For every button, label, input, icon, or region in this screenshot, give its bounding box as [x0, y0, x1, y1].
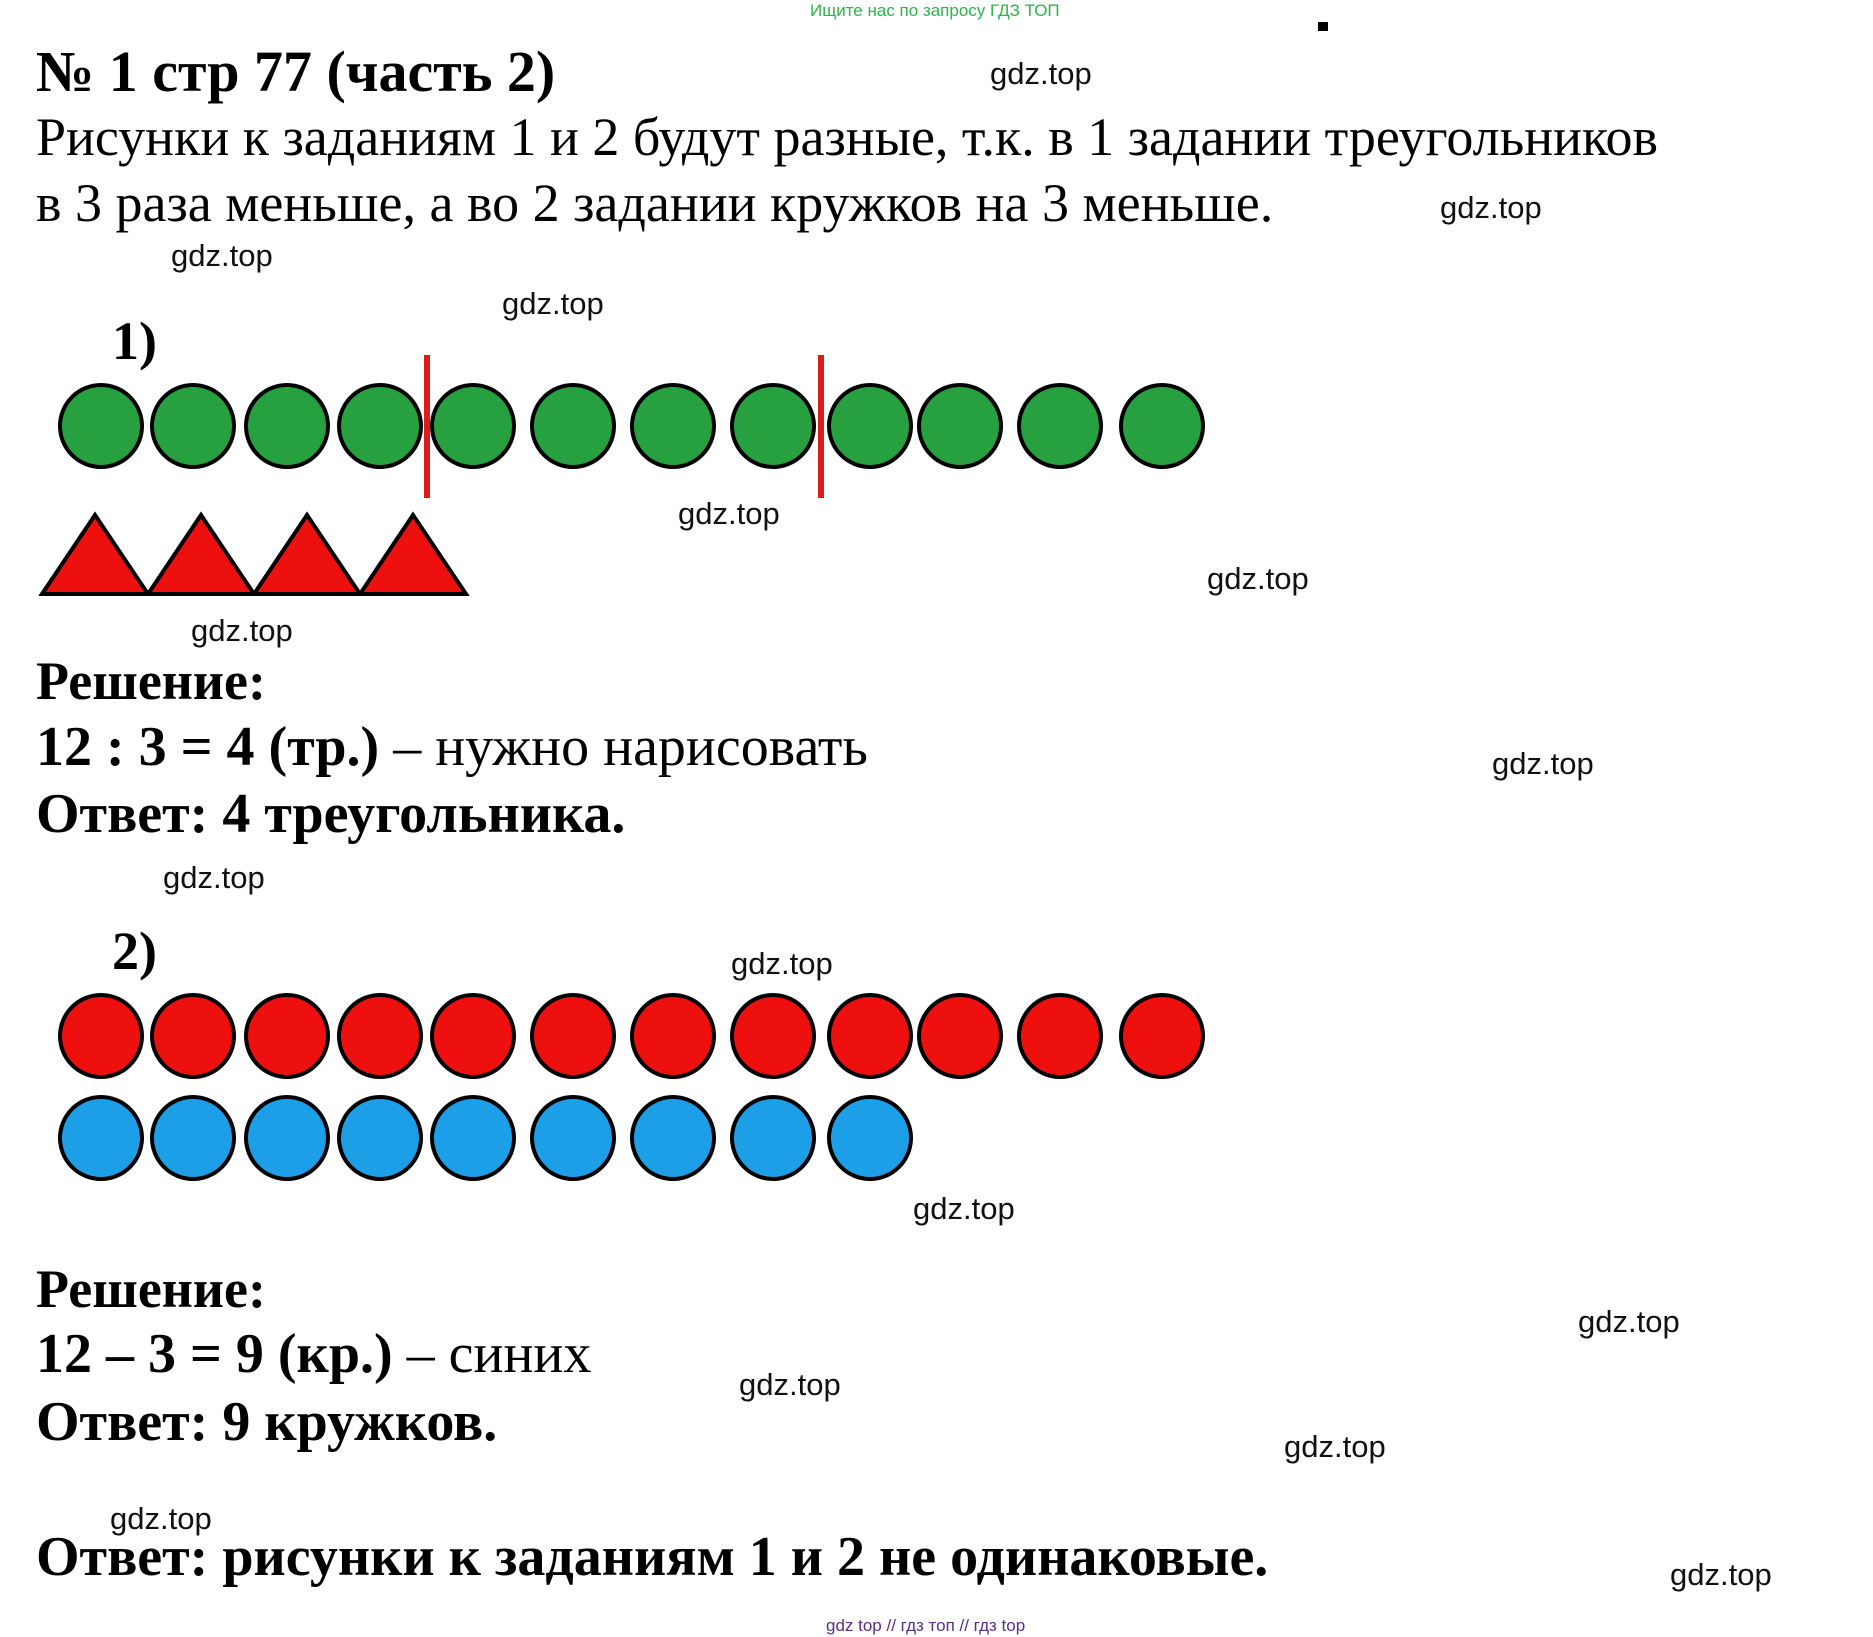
- red-circle: [339, 995, 421, 1077]
- green-circle: [732, 385, 814, 467]
- watermark: gdz.top: [1670, 1557, 1772, 1592]
- red-circle: [919, 995, 1001, 1077]
- task1-calc-bold: 12 : 3 = 4 (тр.): [36, 716, 380, 778]
- task2-answer: Ответ: 9 кружков.: [36, 1391, 498, 1453]
- blue-circle: [246, 1097, 328, 1179]
- watermark: gdz.top: [191, 613, 293, 648]
- task1-solution-heading: Решение:: [36, 651, 266, 711]
- green-circle: [919, 385, 1001, 467]
- task2-red-circles: [60, 995, 1203, 1077]
- red-circle: [152, 995, 234, 1077]
- task2-solution-heading: Решение:: [36, 1259, 266, 1319]
- task1-answer: Ответ: 4 треугольника.: [36, 783, 626, 845]
- green-circle: [246, 385, 328, 467]
- watermark: gdz.top: [163, 860, 265, 895]
- blue-circle: [60, 1097, 142, 1179]
- search-banner[interactable]: Ищите нас по запросу ГДЗ ТОП: [810, 1, 1060, 20]
- blue-circle: [632, 1097, 714, 1179]
- green-circle: [432, 385, 514, 467]
- green-circle: [1019, 385, 1101, 467]
- red-triangle: [360, 515, 466, 594]
- watermark: gdz.top: [110, 1501, 212, 1536]
- red-circle: [432, 995, 514, 1077]
- blue-circle: [829, 1097, 911, 1179]
- red-triangle: [254, 515, 360, 594]
- watermark: gdz.top: [913, 1191, 1015, 1226]
- watermark: gdz.top: [731, 946, 833, 981]
- task2-label: 2): [112, 921, 157, 981]
- green-circle: [532, 385, 614, 467]
- task1-triangles: [42, 515, 466, 594]
- watermark: gdz.top: [1440, 190, 1542, 225]
- blue-circle: [732, 1097, 814, 1179]
- watermark: gdz.top: [502, 286, 604, 321]
- green-circle: [829, 385, 911, 467]
- red-triangle: [42, 515, 148, 594]
- task2-calc-bold: 12 – 3 = 9 (кр.): [36, 1323, 393, 1385]
- green-circle: [1121, 385, 1203, 467]
- watermark: gdz.top: [739, 1367, 841, 1402]
- red-circle: [829, 995, 911, 1077]
- watermark: gdz.top: [1284, 1429, 1386, 1464]
- watermark: gdz.top: [171, 238, 273, 273]
- red-circle: [1019, 995, 1101, 1077]
- task2-calc-rest: – синих: [392, 1323, 592, 1385]
- red-circle: [246, 995, 328, 1077]
- page-title: № 1 стр 77 (часть 2): [36, 39, 556, 104]
- blue-circle: [532, 1097, 614, 1179]
- task1-calculation: [36, 715, 868, 779]
- green-circle: [632, 385, 714, 467]
- watermark: gdz.top: [678, 496, 780, 531]
- watermark: gdz.top: [1207, 561, 1309, 596]
- red-circle: [732, 995, 814, 1077]
- watermark: gdz.top: [990, 56, 1092, 91]
- watermark: gdz.top: [1492, 746, 1594, 781]
- blue-circle: [152, 1097, 234, 1179]
- footer-links[interactable]: gdz top // гдз топ // гдз top: [826, 1616, 1026, 1635]
- red-circle: [60, 995, 142, 1077]
- green-circle: [60, 385, 142, 467]
- final-answer: Ответ: рисунки к заданиям 1 и 2 не одинаковые.: [36, 1526, 1269, 1588]
- task1-calc-rest: – нужно нарисовать: [379, 716, 868, 778]
- intro-line-1: Рисунки к заданиям 1 и 2 будут разные, т.к. в 1 задании треугольников: [36, 107, 1658, 167]
- red-circle: [632, 995, 714, 1077]
- green-circle: [152, 385, 234, 467]
- watermark: gdz.top: [1578, 1304, 1680, 1339]
- task2-blue-circles: [60, 1097, 911, 1179]
- task2-calculation: [36, 1322, 591, 1386]
- red-triangle: [148, 515, 254, 594]
- task1-label: 1): [112, 311, 157, 371]
- red-circle: [532, 995, 614, 1077]
- blue-circle: [432, 1097, 514, 1179]
- task1-green-circles: [60, 385, 1203, 467]
- blue-circle: [339, 1097, 421, 1179]
- intro-line-2: в 3 раза меньше, а во 2 задании кружков на 3 меньше.: [36, 173, 1274, 233]
- green-circle: [339, 385, 421, 467]
- red-circle: [1121, 995, 1203, 1077]
